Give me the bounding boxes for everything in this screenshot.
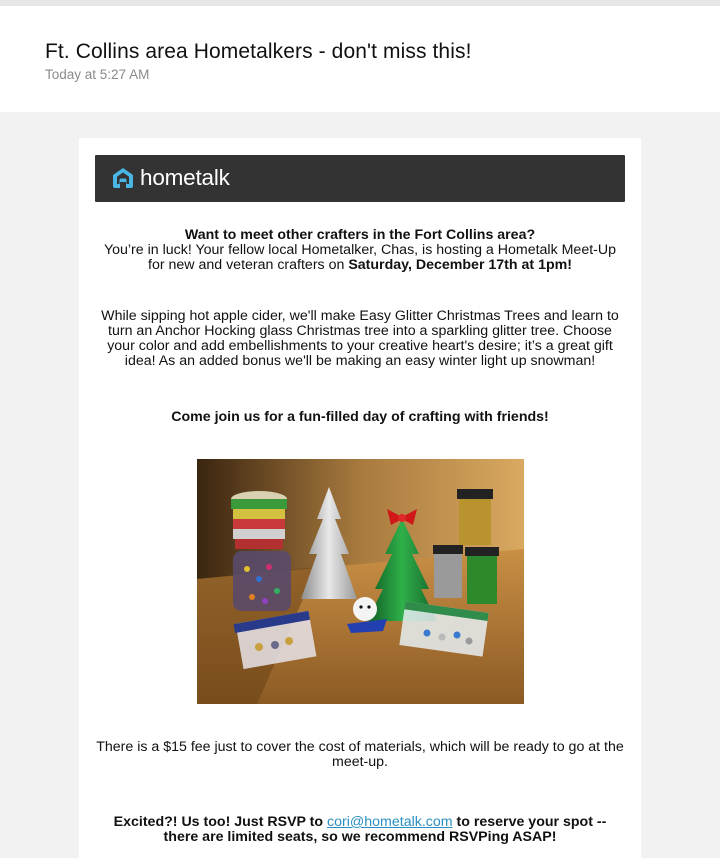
hometalk-banner[interactable]	[95, 155, 625, 202]
craft-supplies-photo	[197, 459, 524, 704]
rsvp-paragraph	[95, 815, 625, 845]
rsvp-email-link[interactable]: cori@hometalk.com	[327, 814, 453, 830]
logo-text: hometalk	[140, 165, 230, 190]
email-timestamp: Today at 5:27 AM	[45, 67, 150, 82]
description-paragraph: While sipping hot apple cider, we'll make Easy Glitter Christmas Trees and learn to turn an Anchor Hocking glass Christmas tree into a sparkling glitter tree. Choose your color and add embellishments to your creative heart's desire; it’s a great gift idea! As an added bonus we'll be making an easy winter light up snowman!	[101, 308, 619, 369]
rsvp-text-before: Excited?! Us too! Just RSVP to	[113, 814, 328, 830]
house-icon	[111, 166, 135, 190]
call-to-action: Come join us for a fun-filled day of crafting with friends!	[171, 409, 549, 425]
rsvp-text-after: to reserve your spot -- there are limited seats, so we recommend RSVPing ASAP!	[163, 814, 607, 845]
email-header	[0, 6, 720, 112]
craft-photo-illustration	[197, 459, 524, 704]
intro-paragraph	[95, 228, 625, 273]
hometalk-logo[interactable]	[111, 164, 230, 192]
email-content	[95, 228, 625, 845]
intro-heading: Want to meet other crafters in the Fort Collins area?	[184, 227, 536, 243]
fee-paragraph: There is a $15 fee just to cover the cost of materials, which will be ready to go at the meet-up.	[96, 739, 624, 770]
intro-text: You’re in luck! Your fellow local Hometalker, Chas, is hosting a Hometalk Meet-Up for new and veteran crafters on	[103, 242, 617, 273]
event-date: Saturday, December 17th at 1pm!	[348, 257, 572, 273]
email-subject: Ft. Collins area Hometalkers - don't miss this!	[45, 40, 472, 63]
email-body	[79, 138, 641, 858]
